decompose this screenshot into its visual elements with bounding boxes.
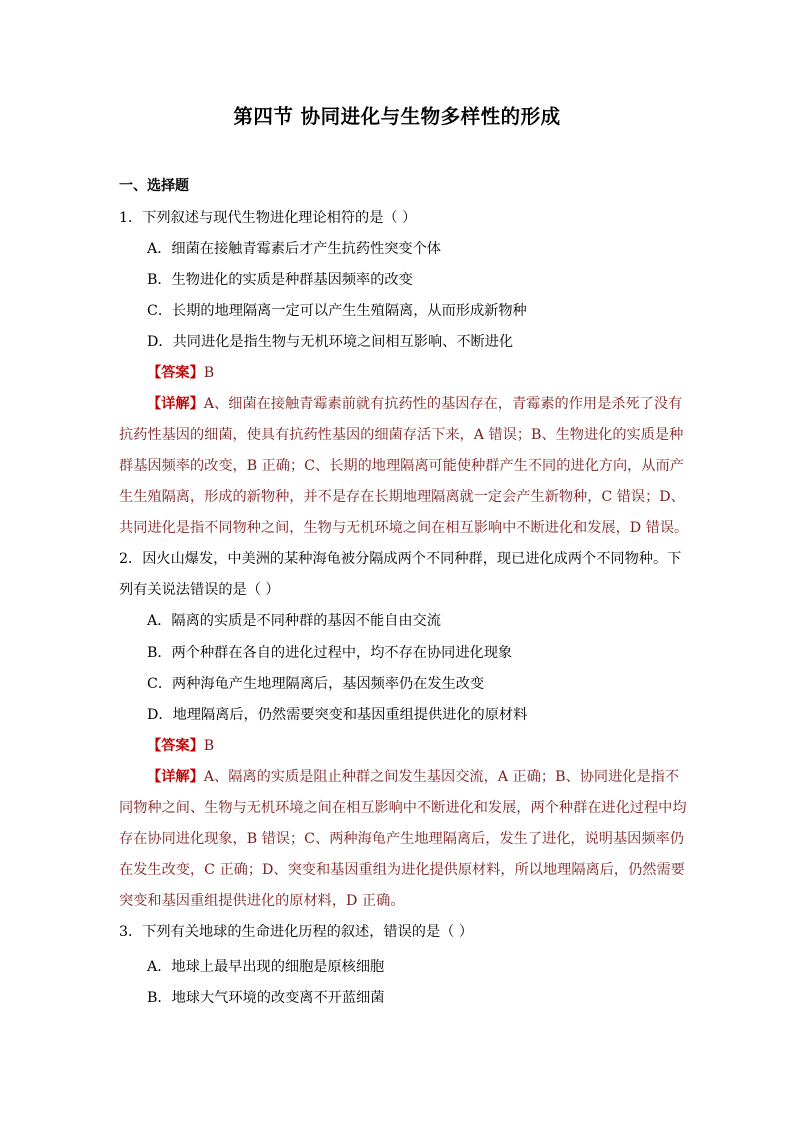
question-1-detail-line (147, 394, 683, 414)
detail-text: A、细菌在接触青霉素前就有抗药性的基因存在，青霉素的作用是杀死了没有 (203, 396, 683, 412)
answer-label: 【答案】 (147, 738, 204, 754)
question-1-option-b: B．生物进化的实质是种群基因频率的改变 (147, 272, 413, 288)
question-1-detail-line: 生生殖隔离，形成的新物种，并不是存在长期地理隔离就一定会产生新物种，C 错误；D、 (119, 489, 685, 505)
question-1-detail-line: 共同进化是指不同物种之间，生物与无机环境之间在相互影响中不断进化和发展，D 错误。 (119, 520, 689, 536)
answer-value: B (203, 365, 215, 381)
question-1-option-d: D．共同进化是指生物与无机环境之间相互影响、不断进化 (147, 334, 514, 350)
question-2-option-c: C．两种海龟产生地理隔离后，基因频率仍在发生改变 (147, 676, 485, 692)
question-1-option-c: C．长期的地理隔离一定可以产生生殖隔离，从而形成新物种 (147, 303, 527, 319)
question-2-detail-line: 存在协同进化现象，B 错误；C、两种海龟产生地理隔离后，发生了进化，说明基因频率仍 (119, 831, 684, 847)
question-2-detail-line (147, 767, 679, 787)
question-1-answer (147, 363, 707, 383)
question-3-option-a: A．地球上最早出现的细胞是原核细胞 (147, 959, 385, 975)
question-3-stem: 3．下列有关地球的生命进化历程的叙述，错误的是（ ） (119, 924, 474, 940)
question-3-option-b: B．地球大气环境的改变离不开蓝细菌 (147, 990, 385, 1006)
question-2-detail-line: 同物种之间、生物与无机环境之间在相互影响中不断进化和发展，两个种群在进化过程中均 (119, 800, 687, 816)
question-2-stem: 2．因火山爆发，中美洲的某种海龟被分隔成两个不同种群，现已进化成两个不同物种。下 (119, 551, 682, 567)
answer-label: 【答案】 (147, 365, 204, 381)
section-heading: 一、选择题 (119, 178, 189, 194)
page-title: 第四节 协同进化与生物多样性的形成 (233, 105, 561, 128)
question-2-detail-line: 突变和基因重组提供进化的原材料，D 正确。 (119, 893, 405, 909)
question-1-detail-line: 群基因频率的改变，B 正确；C、长期的地理隔离可能使种群产生不同的进化方向，从而产 (119, 458, 684, 474)
question-2-option-a: A．隔离的实质是不同种群的基因不能自由交流 (147, 613, 441, 629)
detail-label: 【详解】 (147, 396, 204, 412)
question-2-detail-line: 在发生改变，C 正确；D、突变和基因重组为进化提供原材料，所以地理隔离后，仍然需要 (119, 862, 685, 878)
detail-text: A、隔离的实质是阻止种群之间发生基因交流，A 正确；B、协同进化是指不 (203, 769, 680, 785)
question-1-stem: 1．下列叙述与现代生物进化理论相符的是（ ） (119, 210, 417, 226)
question-2-option-b: B．两个种群在各自的进化过程中，均不存在协同进化现象 (147, 645, 513, 661)
question-1-detail-line: 抗药性基因的细菌，使具有抗药性基因的细菌存活下来，A 错误；B、生物进化的实质是种 (119, 427, 684, 443)
answer-value: B (203, 738, 215, 754)
question-2-option-d: D．地理隔离后，仍然需要突变和基因重组提供进化的原材料 (147, 707, 528, 723)
detail-label: 【详解】 (147, 769, 204, 785)
question-2-answer (147, 736, 707, 756)
question-2-stem: 列有关说法错误的是（ ） (119, 582, 280, 598)
question-1-option-a: A．细菌在接触青霉素后才产生抗药性突变个体 (147, 241, 441, 257)
